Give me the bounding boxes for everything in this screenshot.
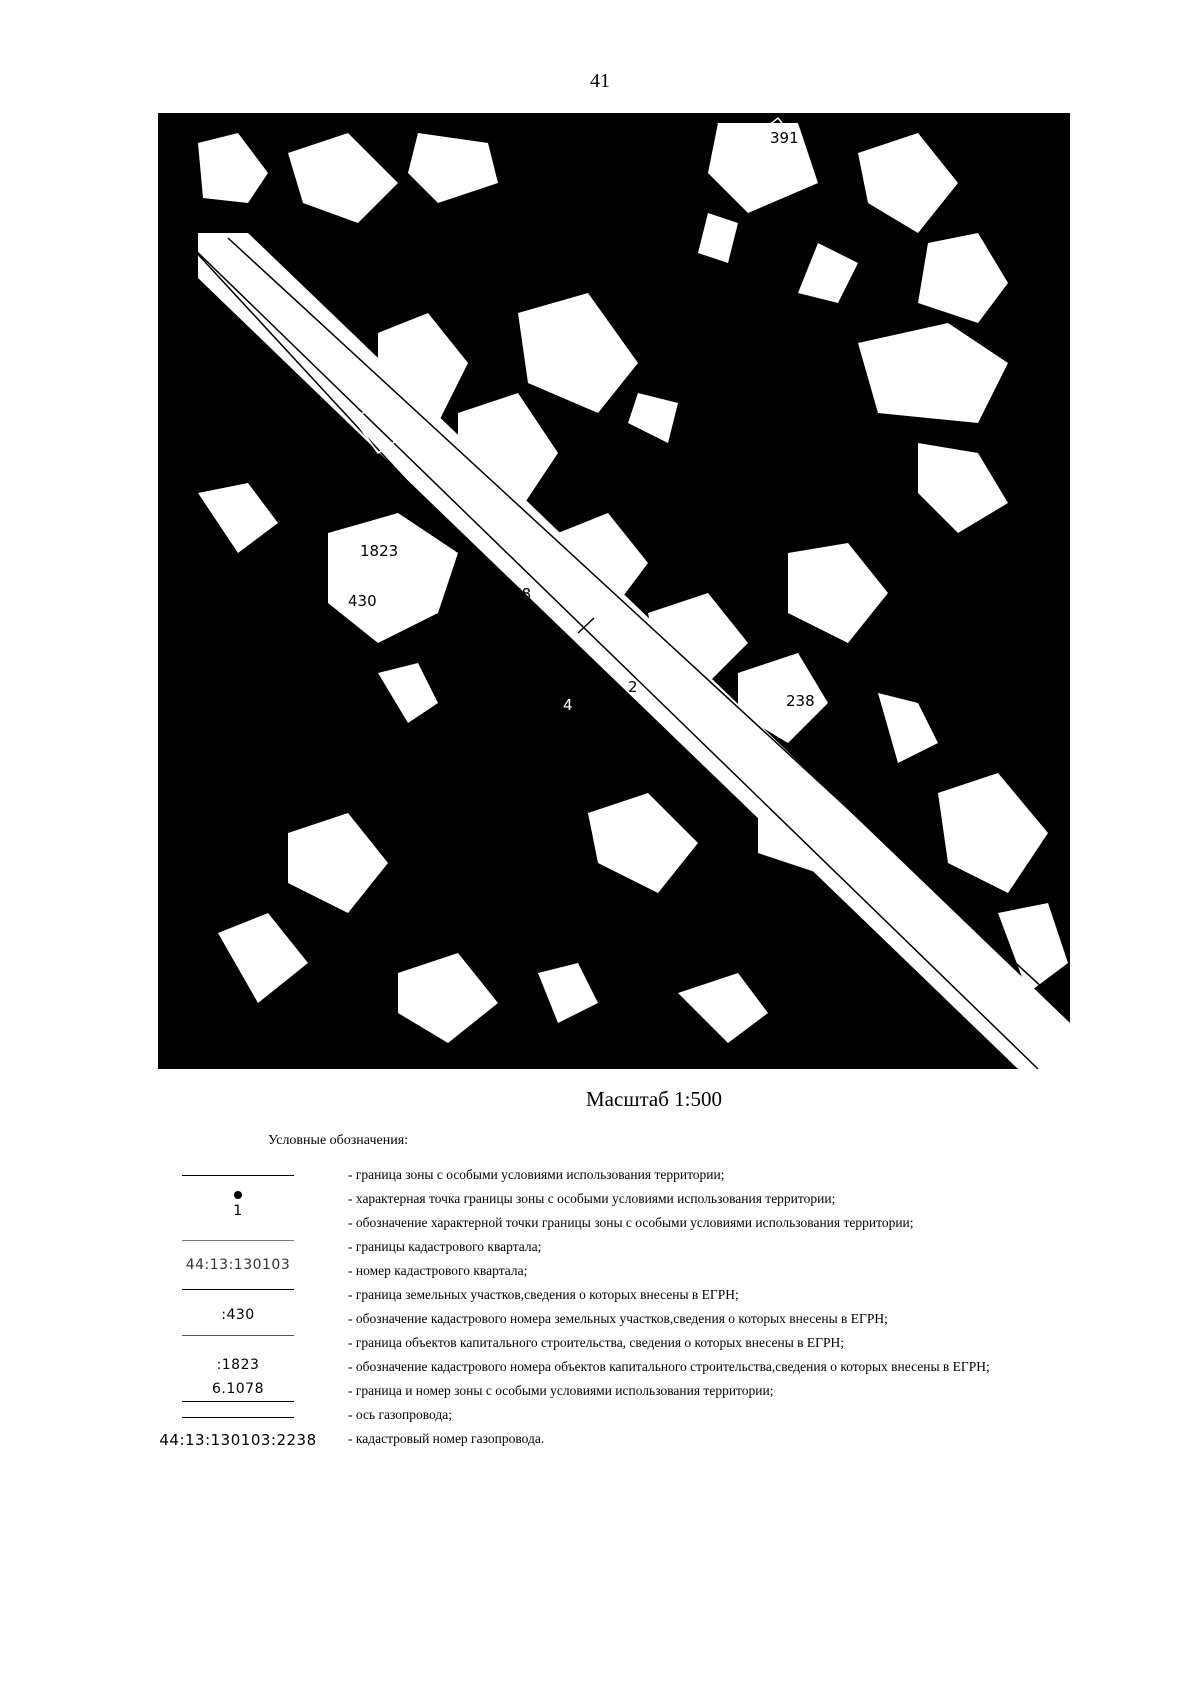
legend-row-point-label — [148, 1203, 1148, 1235]
legend-text: - граница и номер зоны с особыми условиями использования территории; — [348, 1383, 774, 1398]
legend-row-building-boundary — [148, 1331, 1148, 1355]
legend-text: - обозначение характерной точки границы зоны с особыми условиями использования территории; — [348, 1215, 914, 1230]
legend-text: - кадастровый номер газопровода. — [348, 1431, 545, 1446]
map-label-1823: 1823 — [360, 542, 399, 560]
map-label-238: 238 — [786, 692, 815, 710]
scale-caption: Масштаб 1:500 — [586, 1087, 723, 1111]
legend-text: - границы кадастрового квартала; — [348, 1239, 542, 1254]
zone-number-symbol: 6.1078 — [212, 1381, 264, 1397]
legend-row-pipeline-number — [148, 1427, 1148, 1451]
legend-text: - граница земельных участков,сведения о которых внесены в ЕГРН; — [348, 1287, 739, 1302]
map-label-1078: 1078 — [493, 585, 532, 603]
point-number-symbol: 1 — [233, 1203, 243, 1219]
legend-text: - характерная точка границы зоны с особыми условиями использования территории; — [348, 1191, 836, 1206]
legend-symbol — [148, 1235, 328, 1259]
legend-symbol — [148, 1163, 328, 1187]
legend-symbol — [148, 1259, 328, 1283]
legend-text: - номер кадастрового квартала; — [348, 1263, 528, 1278]
legend-symbol — [148, 1203, 328, 1235]
line-symbol — [182, 1240, 294, 1241]
legend-symbol — [148, 1403, 328, 1427]
legend-title: Условные обозначения: — [268, 1133, 409, 1148]
legend-symbol — [148, 1355, 328, 1379]
line-symbol — [182, 1289, 294, 1290]
page-number: 41 — [590, 70, 610, 92]
legend-text: - обозначение кадастрового номера земельных участков,сведения о которых внесены в ЕГРН; — [348, 1311, 888, 1326]
legend-text: - обозначение кадастрового номера объектов капитального строительства,сведения о которых внесены в ЕГРН; — [348, 1359, 990, 1374]
legend-row-quarter-boundary — [148, 1235, 1148, 1259]
legend-row-building-number — [148, 1355, 1148, 1379]
point-symbol — [234, 1191, 242, 1199]
map-label-point-4: 4 — [563, 696, 573, 714]
map-label-430: 430 — [348, 592, 377, 610]
legend-row-zone-number — [148, 1379, 1148, 1403]
legend-symbol — [148, 1427, 328, 1451]
legend-symbol — [148, 1379, 328, 1403]
line-symbol — [182, 1417, 294, 1418]
line-symbol — [182, 1401, 294, 1402]
line-symbol — [182, 1175, 294, 1176]
legend-text: - граница зоны с особыми условиями использования территории; — [348, 1167, 725, 1182]
legend-text: - граница объектов капитального строительства, сведения о которых внесены в ЕГРН; — [348, 1335, 844, 1350]
legend-row-pipeline-axis — [148, 1403, 1148, 1427]
legend-row-zone-boundary — [148, 1163, 1148, 1187]
map-canvas — [158, 113, 1070, 1069]
quarter-number-symbol: 44:13:130103 — [185, 1257, 291, 1273]
pipeline-number-symbol: 44:13:130103:2238 — [159, 1431, 317, 1449]
parcel-number-symbol: :430 — [221, 1307, 255, 1323]
legend-row-quarter-number — [148, 1259, 1148, 1283]
map-label-point-2: 2 — [628, 678, 638, 696]
aerial-map — [158, 113, 1070, 1069]
line-symbol — [182, 1335, 294, 1336]
legend-row-parcel-number — [148, 1307, 1148, 1331]
legend-symbol — [148, 1283, 328, 1307]
legend-symbol — [148, 1307, 328, 1331]
building-number-symbol: :1823 — [216, 1357, 260, 1373]
legend-text: - ось газопровода; — [348, 1407, 452, 1422]
legend-row-parcel-boundary — [148, 1283, 1148, 1307]
map-label-391: 391 — [770, 129, 799, 147]
legend-symbol — [148, 1331, 328, 1355]
